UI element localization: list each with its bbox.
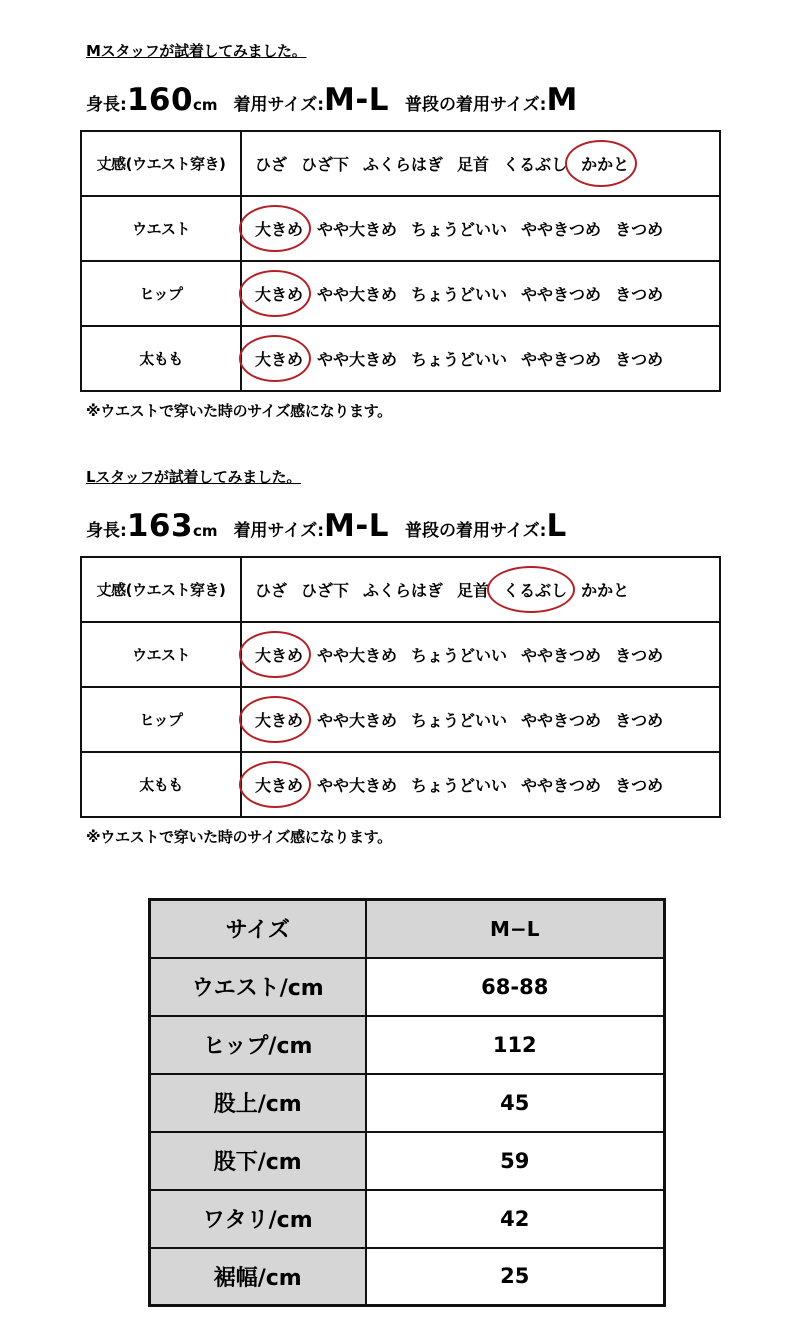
fit-option: ふくらはぎ — [363, 581, 444, 600]
fit-row — [81, 261, 720, 326]
fit-row-options — [241, 752, 720, 817]
size-header-key: サイズ — [150, 900, 366, 958]
fit-row-label: 太もも — [81, 326, 241, 391]
fit-option-selected: 大きめ — [255, 217, 303, 240]
fit-row-options — [241, 687, 720, 752]
fit-row-label: 丈感(ウエスト穿き) — [81, 557, 241, 622]
fit-option: くるぶし — [503, 155, 568, 174]
fit-option-selected: くるぶし — [503, 578, 567, 601]
height-value: 163 — [126, 508, 194, 544]
fit-option-selected: 大きめ — [255, 643, 303, 666]
size-row — [150, 1190, 665, 1248]
size-row — [150, 1016, 665, 1074]
size-table — [148, 898, 666, 1307]
size-row-value: 59 — [366, 1132, 665, 1190]
fit-option: やや大きめ — [317, 711, 398, 730]
fit-option: きつめ — [615, 220, 664, 239]
size-row — [150, 1132, 665, 1190]
fit-row-options — [241, 326, 720, 391]
fit-option: ややきつめ — [521, 220, 602, 239]
fit-option: きつめ — [615, 711, 664, 730]
size-row-key: ウエスト/cm — [150, 958, 366, 1016]
fit-row — [81, 687, 720, 752]
size-row-value: 25 — [366, 1248, 665, 1306]
staff-m-fit-table — [80, 130, 721, 392]
usual-size-value: L — [546, 508, 567, 544]
fit-row-options — [241, 196, 720, 261]
fit-option: やや大きめ — [317, 350, 398, 369]
fit-option-selected: 大きめ — [255, 347, 303, 370]
fit-option-selected: 大きめ — [255, 282, 303, 305]
fit-option: ちょうどいい — [411, 646, 508, 665]
height-label: 身長: — [86, 521, 127, 541]
height-label: 身長: — [86, 95, 127, 115]
size-row — [150, 1248, 665, 1306]
fit-option: ちょうどいい — [411, 711, 508, 730]
staff-m-title: Mスタッフが試着してみました。 — [86, 42, 307, 60]
fit-row-options — [241, 261, 720, 326]
fit-option: きつめ — [615, 646, 664, 665]
size-row-key: 股下/cm — [150, 1132, 366, 1190]
worn-size-value: M-L — [324, 82, 389, 118]
staff-m-info — [86, 82, 578, 118]
fit-option: やや大きめ — [317, 776, 398, 795]
fit-option: ちょうどいい — [411, 285, 508, 304]
height-unit: cm — [193, 96, 218, 114]
fit-option: 足首 — [457, 581, 490, 600]
fit-row-label: 丈感(ウエスト穿き) — [81, 131, 241, 196]
fit-row — [81, 326, 720, 391]
fit-option: ややきつめ — [521, 776, 602, 795]
fit-row — [81, 196, 720, 261]
fit-option: きつめ — [615, 350, 664, 369]
staff-l-title: Lスタッフが試着してみました。 — [86, 468, 302, 486]
staff-m-note: ※ウエストで穿いた時のサイズ感になります。 — [86, 402, 392, 420]
fit-row-label: 太もも — [81, 752, 241, 817]
fit-row — [81, 131, 720, 196]
size-row-key: ワタリ/cm — [150, 1190, 366, 1248]
staff-l-fit-table — [80, 556, 721, 818]
fit-option: ちょうどいい — [411, 776, 508, 795]
fit-option: 足首 — [457, 155, 490, 174]
worn-size-label: 着用サイズ: — [233, 95, 325, 115]
fit-option-selected: 大きめ — [255, 708, 303, 731]
size-row-key: 股上/cm — [150, 1074, 366, 1132]
fit-option: きつめ — [615, 285, 664, 304]
staff-l-info — [86, 508, 567, 544]
fit-option: ふくらはぎ — [363, 155, 444, 174]
size-row-value: 112 — [366, 1016, 665, 1074]
fit-option: きつめ — [615, 776, 664, 795]
fit-option: ややきつめ — [521, 646, 602, 665]
fit-row — [81, 622, 720, 687]
fit-option: ちょうどいい — [411, 350, 508, 369]
fit-row-label: ヒップ — [81, 261, 241, 326]
usual-size-label: 普段の着用サイズ: — [404, 95, 547, 115]
fit-option-selected: 大きめ — [255, 773, 303, 796]
size-row-value: 68-88 — [366, 958, 665, 1016]
fit-row-label: ウエスト — [81, 196, 241, 261]
fit-option: ややきつめ — [521, 711, 602, 730]
fit-option: かかと — [581, 581, 630, 600]
fit-row — [81, 557, 720, 622]
fit-option: やや大きめ — [317, 646, 398, 665]
height-value: 160 — [126, 82, 194, 118]
size-row-value: 42 — [366, 1190, 665, 1248]
worn-size-value: M-L — [324, 508, 389, 544]
fit-option: ややきつめ — [521, 350, 602, 369]
staff-l-note: ※ウエストで穿いた時のサイズ感になります。 — [86, 828, 392, 846]
height-unit: cm — [193, 522, 218, 540]
size-row-key: ヒップ/cm — [150, 1016, 366, 1074]
fit-row — [81, 752, 720, 817]
fit-option: ひざ下 — [301, 155, 350, 174]
fit-option: ちょうどいい — [411, 220, 508, 239]
size-row — [150, 958, 665, 1016]
size-table-header — [150, 900, 665, 958]
fit-option: やや大きめ — [317, 220, 398, 239]
size-row — [150, 1074, 665, 1132]
fit-option: ひざ — [255, 155, 288, 174]
size-row-value: 45 — [366, 1074, 665, 1132]
fit-option: ややきつめ — [521, 285, 602, 304]
size-row-key: 裾幅/cm — [150, 1248, 366, 1306]
fit-row-options — [241, 131, 720, 196]
fit-option: ひざ — [255, 581, 288, 600]
fit-row-options — [241, 622, 720, 687]
fit-option: やや大きめ — [317, 285, 398, 304]
usual-size-label: 普段の着用サイズ: — [404, 521, 547, 541]
fit-row-options — [241, 557, 720, 622]
fit-row-label: ヒップ — [81, 687, 241, 752]
size-header-value: M−L — [366, 900, 665, 958]
usual-size-value: M — [546, 82, 578, 118]
fit-option: ひざ下 — [301, 581, 350, 600]
fit-option-selected: かかと — [581, 152, 629, 175]
fit-row-label: ウエスト — [81, 622, 241, 687]
worn-size-label: 着用サイズ: — [233, 521, 325, 541]
